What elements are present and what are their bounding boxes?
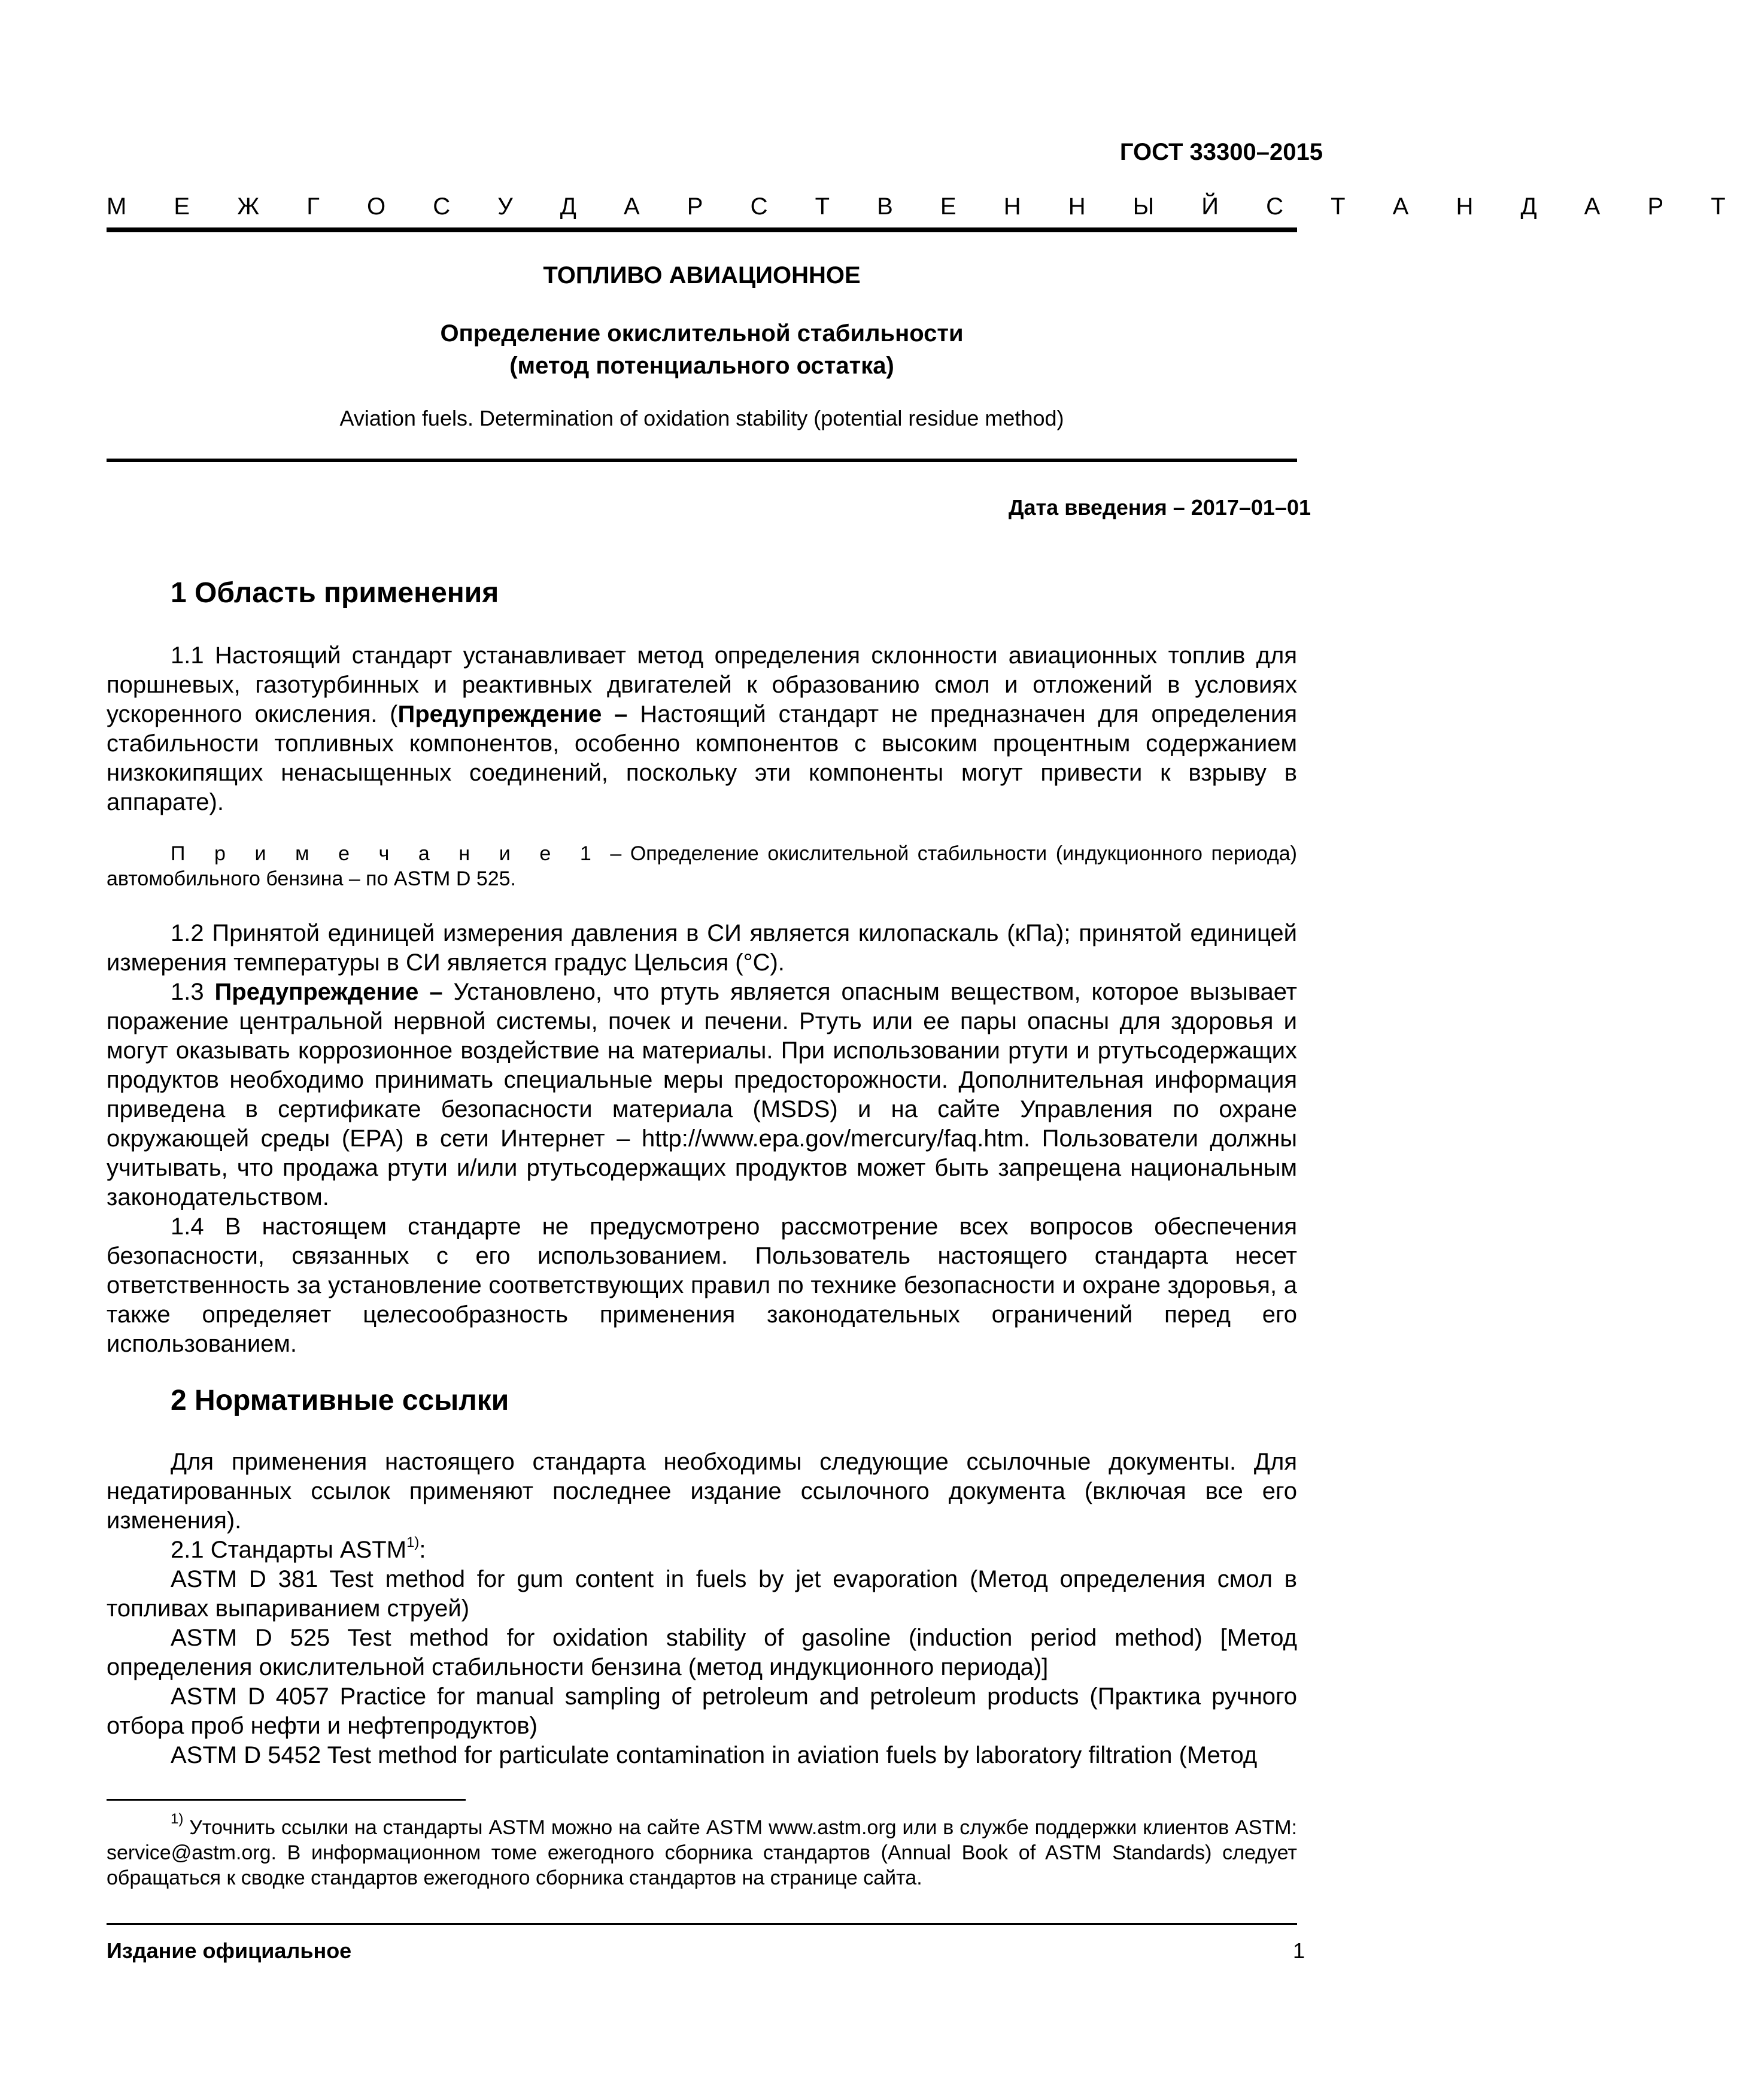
subtitle-line-2: (метод потенциального остатка) (509, 353, 894, 379)
title-rule (107, 459, 1297, 462)
p1-1-end: Настоящий стандарт не предназначен для определения стабильности топливных компонентов, особенно компонентов с высоким процентным содержанием низкокипящих ненасыщенных соединений, поскольку эти компоненты могут привести к взрыву в аппарате). (107, 701, 1297, 815)
english-title: Aviation fuels. Determination of oxidation stability (potential residue method) (339, 406, 1064, 430)
ref-astm-d5452: ASTM D 5452 Test method for particulate contamination in aviation fuels by laboratory filtration (Метод (171, 1742, 1258, 1768)
para-1-4: 1.4 В настоящем стандарте не предусмотрено рассмотрение всех вопросов обеспечения безопасности, связанных с его использованием. Пользователь настоящего стандарта несет ответственность за установление соответствующих правил по технике безопасности и охране здоровья, а также определяет целесообразность применения законодательных ограничений перед его использованием. (107, 1213, 1297, 1357)
section-1-paras-rest (107, 919, 1297, 1359)
section-2-body (107, 1447, 1297, 1770)
p1-3-warning: Предупреждение – (214, 979, 443, 1005)
page-number: 1 (1292, 1938, 1305, 1963)
footnote-rule (107, 1799, 466, 1801)
p1-1-warning: Предупреждение – (397, 701, 628, 727)
astm-label-colon: : (419, 1537, 426, 1563)
para-1-3 (107, 978, 1297, 1212)
astm-standards-label (107, 1535, 1297, 1565)
introduction-date: Дата введения – 2017–01–01 (1008, 495, 1311, 520)
interstate-standard-banner: М Е Ж Г О С У Д А Р С Т В Е Н Н Ы Й С Т А Н Д А Р Т (107, 193, 1746, 220)
standard-subtitle (107, 317, 1297, 382)
note-text: – Определение окислительной стабильности (индукционного периода) автомобильного бензина – по ASTM D 525. (107, 842, 1297, 890)
section-1-para-1-1 (107, 641, 1297, 817)
note-label: П р и м е ч а н и е 1 (171, 842, 602, 865)
official-edition-label: Издание официальное (107, 1938, 352, 1963)
subtitle-line-1: Определение окислительной стабильности (440, 320, 964, 347)
ref-astm-d4057: ASTM D 4057 Practice for manual sampling of petroleum and petroleum products (Практика ручного отбора проб нефти и нефтепродуктов) (107, 1683, 1297, 1739)
p1-3-num: 1.3 (171, 979, 215, 1005)
section-2-intro: Для применения настоящего стандарта необходимы следующие ссылочные документы. Для недатированных ссылок применяют последнее издание ссылочного документа (включая все его изменения). (107, 1449, 1297, 1534)
ref-astm-d525: ASTM D 525 Test method for oxidation stability of gasoline (induction period method) [Метод определения окислительной стабильности бензина (метод индукционного периода)] (107, 1625, 1297, 1680)
section-1-heading: 1 Область применения (171, 577, 499, 609)
footer-rule (107, 1923, 1297, 1925)
para-1-2: 1.2 Принятой единицей измерения давления в СИ является килопаскаль (кПа); принятой единицей измерения температуры в СИ является градус Цельсия (°C). (107, 920, 1297, 976)
footnote (107, 1811, 1297, 1890)
footnote-mark: 1) (171, 1811, 184, 1827)
footnote-text: Уточнить ссылки на стандарты ASTM можно на сайте ASTM www.astm.org или в службе поддержки клиентов ASTM: service@astm.org. В информационном томе ежегодного сборника стандартов (Annual Book of ASTM Standards) следует обращаться к сводке стандартов ежегодного сборника стандартов на странице сайта. (107, 1816, 1297, 1889)
ref-astm-d381: ASTM D 381 Test method for gum content in fuels by jet evaporation (Метод определения смол в топливах выпариванием струей) (107, 1566, 1297, 1622)
section-2-heading: 2 Нормативные ссылки (171, 1385, 509, 1416)
header-rule (107, 227, 1297, 232)
astm-label-text: 2.1 Стандарты ASTM (171, 1537, 407, 1563)
standard-title: ТОПЛИВО АВИАЦИОННОЕ (543, 262, 861, 289)
p1-1-start: 1.1 Настоящий стандарт устанавливает метод определения склонности авиационных топлив для поршневых, газотурбинных и реактивных двигателей к образованию смол и отложений в условиях ускоренного окисления. ( (107, 642, 1297, 727)
p1-3-text: Установлено, что ртуть является опасным веществом, которое вызывает поражение центральной нервной системы, почек и печени. Ртуть или ее пары опасны для здоровья и могут оказывать коррозионное воздействие на материалы. При использовании ртути и ртутьсодержащих продуктов необходимо принимать специальные меры предосторожности. Дополнительная информация приведена в сертификате безопасности материала (MSDS) и на сайте Управления по охране окружающей среды (EPA) в сети Интернет – http://www.epa.gov/mercury/faq.htm. Пользователи должны учитывать, что продажа ртути и/или ртутьсодержащих продуктов может быть запрещена национальным законодательством. (107, 979, 1297, 1210)
doc-number: ГОСТ 33300–2015 (1119, 139, 1323, 165)
footnote-ref: 1) (406, 1534, 420, 1550)
note-1 (107, 841, 1297, 891)
